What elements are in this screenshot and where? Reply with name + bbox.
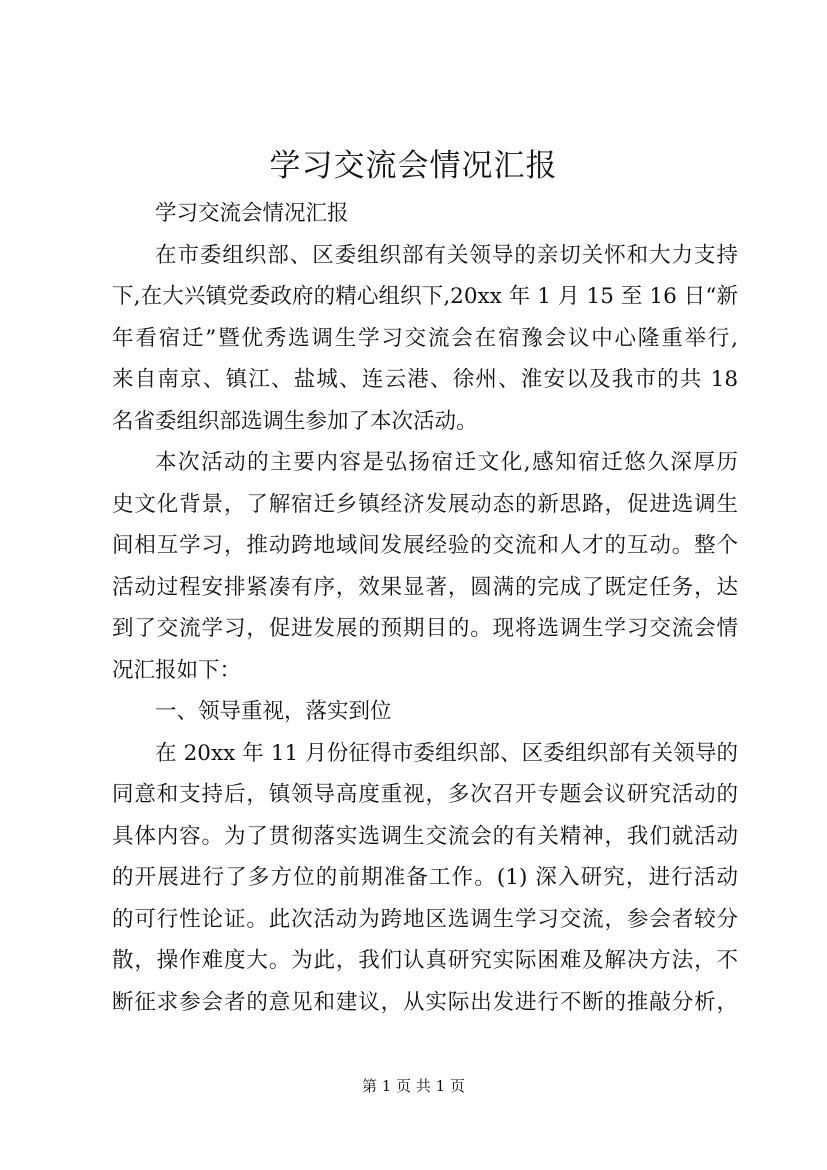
paragraph-line: 散，操作难度大。为此，我们认真研究实际困难及解决方法，不 <box>112 948 738 973</box>
paragraph-line: 的开展进行了多方位的前期准备工作。(1) 深入研究，进行活动 <box>112 865 738 890</box>
paragraph-line: 在 20xx 年 11 月份征得市委组织部、区委组织部有关领导的 <box>155 740 738 766</box>
paragraph-line: 在市委组织部、区委组织部有关领导的亲切关怀和大力支持 <box>155 242 738 268</box>
paragraph-line: 的可行性论证。此次活动为跨地区选调生学习交流，参会者较分 <box>112 906 738 932</box>
paragraph-line: 况汇报如下： <box>112 657 242 683</box>
paragraph-line: 名省委组织部选调生参加了本次活动。 <box>112 408 478 434</box>
paragraph-line: 年看宿迁”暨优秀选调生学习交流会在宿豫会议中心隆重举行, <box>112 325 738 351</box>
paragraph-line: 下,在大兴镇党委政府的精心组织下,20xx 年 1 月 15 至 16 日“新 <box>112 284 738 309</box>
paragraph-line: 间相互学习，推动跨地域间发展经验的交流和人才的互动。整个 <box>112 533 738 558</box>
document-title: 学习交流会情况汇报 <box>269 148 558 184</box>
paragraph-line: 断征求参会者的意见和建议，从实际出发进行不断的推敲分析， <box>112 989 738 1015</box>
page-footer: 第 1 页 共 1 页 <box>362 1077 465 1095</box>
section-heading: 一、领导重视，落实到位 <box>155 699 392 724</box>
paragraph-line: 本次活动的主要内容是弘扬宿迁文化,感知宿迁悠久深厚历 <box>155 450 738 475</box>
paragraph-line: 学习交流会情况汇报 <box>155 201 349 226</box>
paragraph-line: 来自南京、镇江、盐城、连云港、徐州、淮安以及我市的共 18 <box>112 367 738 392</box>
paragraph-line: 同意和支持后，镇领导高度重视，多次召开专题会议研究活动的 <box>112 782 738 807</box>
paragraph-line: 史文化背景，了解宿迁乡镇经济发展动态的新思路，促进选调生 <box>112 491 738 517</box>
paragraph-line: 具体内容。为了贯彻落实选调生交流会的有关精神，我们就活动 <box>112 823 738 849</box>
paragraph-line: 活动过程安排紧凑有序，效果显著，圆满的完成了既定任务，达 <box>112 574 738 600</box>
paragraph-line: 到了交流学习，促进发展的预期目的。现将选调生学习交流会情 <box>112 616 738 641</box>
document-body <box>112 193 738 1023</box>
